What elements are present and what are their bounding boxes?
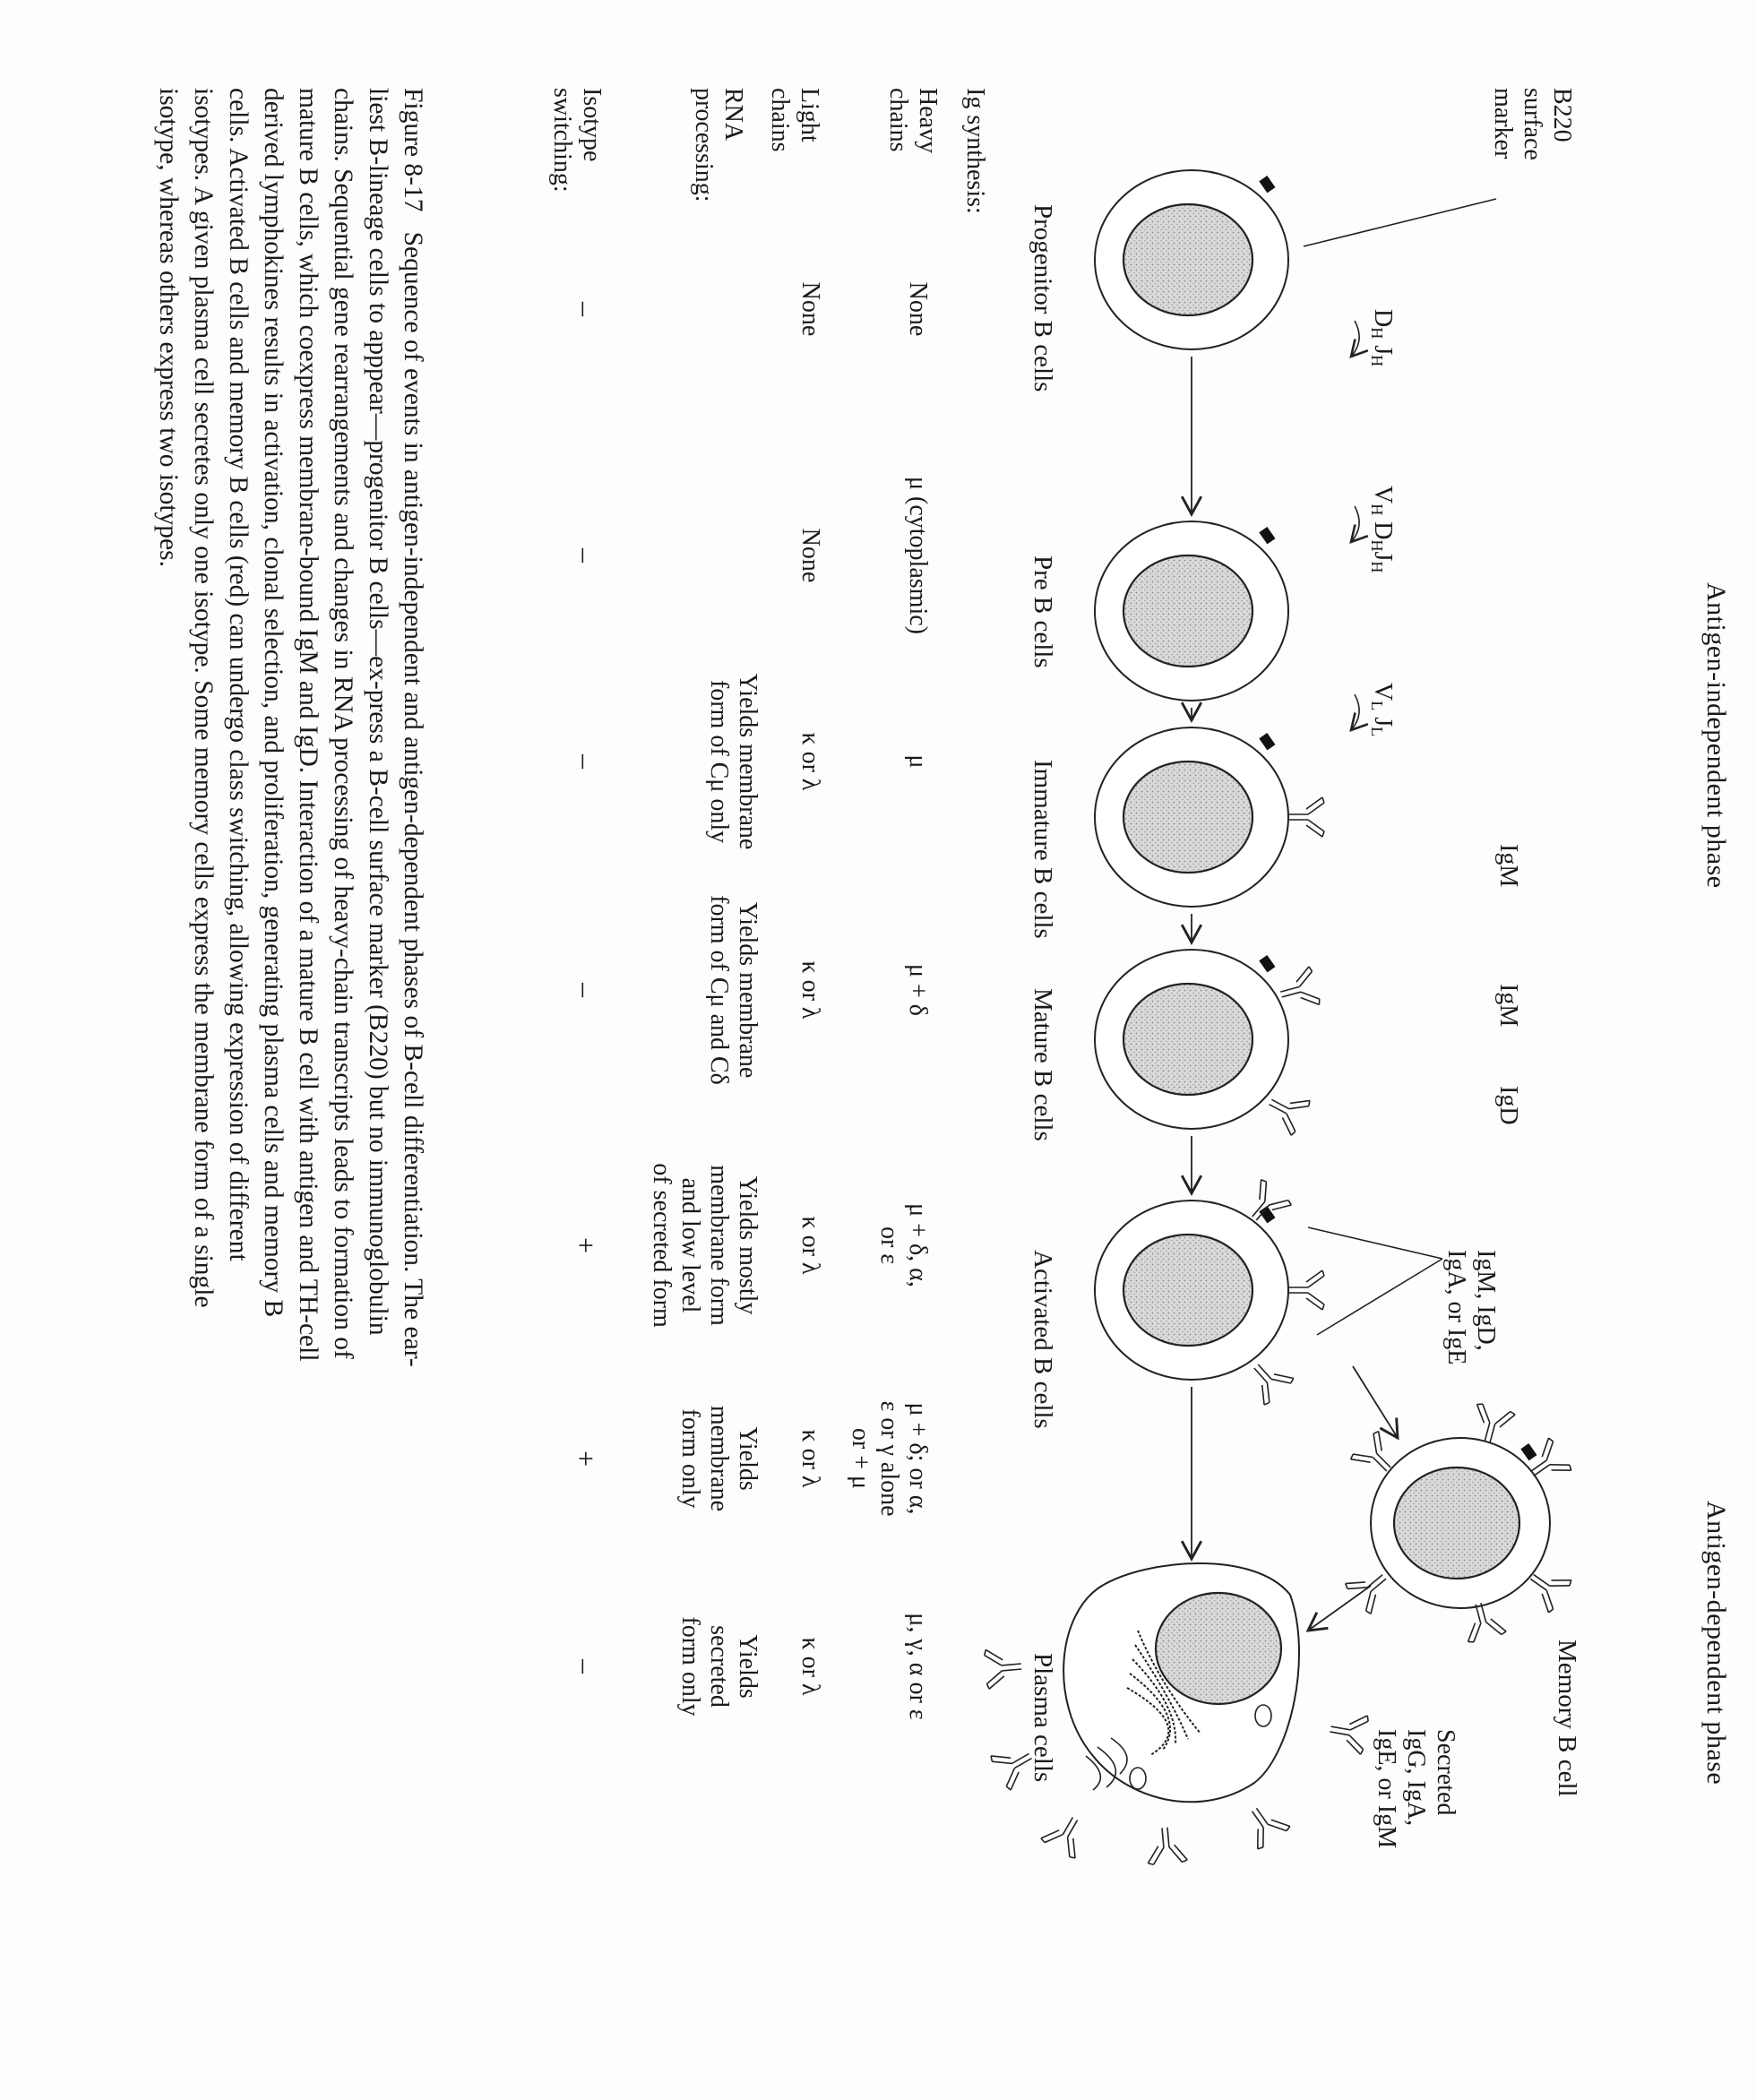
table-cell-line: Yields membrane	[734, 901, 762, 1079]
memory-b-cell	[1344, 1403, 1572, 1644]
antibody-stem	[1530, 1575, 1549, 1591]
phase-dependent-label: Antigen-dependent phase	[1701, 1501, 1731, 1786]
antibody-stem	[1002, 1664, 1021, 1671]
table-cell-heavy	[903, 645, 932, 878]
mitochondrion-icon	[1130, 1768, 1146, 1789]
table-cell-light	[796, 1550, 824, 1783]
table-cell-heavy	[874, 1129, 932, 1362]
table-cell-isotype: –	[570, 302, 602, 316]
table-cell-line: form of Cμ and Cδ	[705, 895, 733, 1085]
caption-line: liest B-lineage cells to apppear—progenitor B cells—ex-press a B-cell surface marker (B220) but no immunoglobulin	[364, 88, 392, 1336]
row-header-rna-processing: RNA processing:	[690, 88, 747, 202]
antibody-arms	[989, 1748, 1024, 1791]
cell-name-progenitor: Progenitor B cells	[1029, 204, 1057, 392]
rearrangement-arrow-icon	[1351, 506, 1359, 542]
table-cell-line: ε or γ alone	[875, 1400, 903, 1517]
table-cell-line: μ	[904, 754, 932, 769]
cell-name-activated: Activated B cells	[1029, 1250, 1057, 1429]
arrow-activated-to-memory	[1353, 1366, 1398, 1438]
table-cell-heavy	[903, 193, 932, 426]
phase-independent-label: Antigen-independent phase	[1701, 582, 1731, 889]
cell-name-mature: Mature B cells	[1029, 988, 1057, 1141]
b220-marker-icon	[1520, 1443, 1536, 1460]
antibody-icon	[1145, 1826, 1187, 1865]
table-cell-line: None	[796, 528, 824, 583]
antibody-icon	[1327, 1709, 1369, 1754]
antibody-icon	[1288, 797, 1324, 837]
arrow-memory-to-plasma	[1308, 1586, 1371, 1631]
b220-marker-label: B220 surface marker	[1489, 88, 1576, 160]
table-cell-line: membrane form	[705, 1165, 733, 1326]
antibody-stem	[1330, 1726, 1350, 1735]
mature-igd-label: IgD	[1494, 1086, 1522, 1125]
table-cell-line: κ or λ	[796, 1216, 824, 1275]
antibody-arms	[1536, 1437, 1573, 1480]
immature-igm-label: IgM	[1494, 844, 1522, 888]
table-cell-rna	[704, 874, 762, 1106]
table-cell-line: Yields membrane	[734, 673, 762, 850]
table-cell-line: μ + δ; or α,	[904, 1402, 932, 1515]
table-cell-rna	[676, 1550, 762, 1783]
table-cell-light	[796, 874, 824, 1106]
vl-jl-rearrangement-label: $V_L$ $J_L$	[1368, 683, 1397, 737]
table-cell-isotype: –	[570, 548, 602, 563]
table-cell-isotype: –	[570, 754, 602, 769]
activated-leader-line	[1308, 1227, 1442, 1259]
table-cell-line: or + μ	[847, 1427, 874, 1490]
antibody-arms	[1349, 1430, 1390, 1470]
b220-leader-line	[1304, 199, 1496, 246]
rearrangement-arrow-icon	[1351, 321, 1359, 357]
activated-leader-line	[1317, 1259, 1442, 1335]
table-cell-line: form only	[676, 1616, 704, 1717]
antibody-arms	[1147, 1844, 1188, 1865]
table-cell-line: κ or λ	[796, 1429, 824, 1488]
antibody-stem	[1485, 1423, 1494, 1443]
antibody-stem	[1254, 1364, 1271, 1382]
activated-b-cell	[1095, 1178, 1324, 1406]
antibody-arms	[1306, 797, 1324, 837]
table-cell-rna	[676, 1342, 762, 1575]
table-cell-line: and low level	[676, 1177, 704, 1313]
caption-line: derived lymphokines results in activation, clonal selection, and proliferation, generating plasma cells and memory B	[259, 88, 288, 1318]
table-cell-light	[796, 1342, 824, 1575]
row-header-isotype-switching: Isotype switching:	[548, 88, 606, 193]
mitochondrion-icon	[1255, 1705, 1271, 1726]
immature-b-cell	[1095, 727, 1324, 907]
table-cell-line: Yields	[734, 1634, 762, 1699]
activated-antibody-label: IgM, IgD, IgA, or IgE	[1442, 1250, 1500, 1365]
table-cell-line: of secreted form	[648, 1163, 676, 1328]
caption-line: chains. Sequential gene rearrangements and changes in RNA processing of heavy-chain transcripts leads to formation of	[329, 88, 357, 1359]
mature-igm-label: IgM	[1494, 984, 1522, 1028]
cell-nucleus	[1394, 1467, 1519, 1579]
antibody-icon	[1276, 966, 1321, 1013]
mature-b-cell	[1095, 950, 1321, 1136]
antibody-arms	[1306, 1270, 1324, 1310]
vh-dhjh-rearrangement-label: $V_H$ $D_HJ_H$	[1368, 486, 1397, 573]
table-cell-heavy	[846, 1342, 932, 1575]
antibody-icon	[1040, 1809, 1092, 1860]
table-cell-heavy	[903, 439, 932, 672]
plasma-cell-nucleus	[1156, 1593, 1281, 1704]
antibody-arms	[1345, 1713, 1369, 1755]
table-cell-line: μ (cytoplasmic)	[904, 477, 932, 634]
cell-name-pre-b: Pre B cells	[1029, 555, 1057, 668]
table-cell-rna	[704, 645, 762, 878]
table-cell-light	[796, 193, 824, 426]
figure-caption	[151, 88, 430, 2041]
table-cell-line: κ or λ	[796, 960, 824, 1020]
table-cell-rna	[647, 1129, 762, 1362]
antibody-stem	[1162, 1828, 1169, 1847]
table-cell-line: κ or λ	[796, 1637, 824, 1696]
table-cell-light	[796, 439, 824, 672]
table-cell-line: κ or λ	[796, 732, 824, 791]
caption-line: cells. Activated B cells and memory B cells (red) can undergo class switching, allowing expression of different	[224, 88, 253, 1261]
table-cell-line: form of Cμ only	[705, 679, 733, 844]
table-cell-line: None	[904, 281, 932, 337]
caption-line: isotypes. A given plasma cell secretes only one isotype. Some memory cells express the membrane form of a single	[189, 88, 218, 1308]
table-cell-line: μ + δ	[904, 964, 932, 1016]
row-header-heavy-chains: Heavy chains	[884, 88, 942, 154]
antibody-stem	[1288, 814, 1308, 820]
cell-name-memory: Memory B cell	[1553, 1640, 1581, 1797]
progenitor-b-cell	[1095, 170, 1288, 349]
pre-b-cell	[1095, 521, 1288, 701]
table-cell-isotype: +	[570, 1450, 602, 1467]
ig-synthesis-title: Ig synthesis:	[961, 88, 989, 214]
antibody-stem	[1063, 1818, 1077, 1838]
table-cell-light	[796, 645, 824, 878]
table-cell-line: None	[796, 281, 824, 337]
antibody-stem	[1252, 1808, 1269, 1827]
cell-name-immature: Immature B cells	[1029, 760, 1057, 939]
antibody-arms	[1248, 1813, 1291, 1851]
table-cell-line: or ε	[875, 1226, 903, 1265]
cell-nucleus	[1123, 762, 1252, 873]
cell-nucleus	[1123, 984, 1252, 1095]
antibody-icon	[1288, 1270, 1324, 1310]
table-cell-line: Yields mostly	[734, 1175, 762, 1315]
antibody-arms	[1253, 1366, 1295, 1406]
table-cell-line: membrane	[705, 1405, 733, 1512]
table-cell-line: form only	[676, 1408, 704, 1509]
antibody-icon	[1238, 1798, 1291, 1850]
table-cell-heavy	[903, 874, 932, 1106]
table-cell-heavy	[903, 1550, 932, 1783]
row-header-light-chains: Light chains	[766, 88, 823, 152]
b220-marker-icon	[1259, 955, 1275, 972]
antibody-arms	[1277, 1093, 1311, 1136]
table-cell-isotype: –	[570, 983, 602, 997]
caption-figure-label: Figure 8-17	[399, 88, 427, 212]
cell-nucleus	[1123, 204, 1252, 315]
b220-marker-icon	[1259, 527, 1275, 544]
table-cell-isotype: –	[570, 1659, 602, 1674]
caption-line: Figure 8-17 Sequence of events in antigen-independent and antigen-dependent phases of B-cell differentiation. The ear-	[399, 88, 427, 1367]
dh-jh-rearrangement-label: $D_H$ $J_H$	[1368, 309, 1397, 367]
antibody-stem	[1288, 1287, 1308, 1293]
cell-nucleus	[1123, 555, 1252, 667]
rearrangement-arrow-icon	[1351, 694, 1359, 730]
caption-line: mature B cells, which coexpress membrane-bound IgM and IgD. Interaction of a mature B cell with antigen and TH-cell	[294, 88, 323, 1362]
table-cell-line: μ + δ, α,	[904, 1203, 932, 1287]
antibody-icon	[984, 1647, 1023, 1689]
caption-line: isotype, whereas others express two isotypes.	[154, 88, 183, 567]
antibody-arms	[1040, 1824, 1083, 1859]
table-cell-line: μ, γ, α or ε	[904, 1613, 932, 1720]
antibody-stem	[1373, 1453, 1390, 1471]
antibody-stem	[1280, 986, 1301, 996]
b220-marker-icon	[1259, 176, 1275, 193]
table-cell-line: Yields	[734, 1426, 762, 1491]
b220-marker-icon	[1259, 733, 1275, 750]
cell-name-plasma: Plasma cells	[1029, 1653, 1057, 1783]
cell-nucleus	[1123, 1235, 1252, 1346]
antibody-stem	[1270, 1099, 1289, 1114]
antibody-stem	[1367, 1575, 1386, 1592]
antibody-arms	[1536, 1571, 1573, 1614]
table-cell-line: secreted	[705, 1625, 733, 1708]
table-cell-isotype: +	[570, 1236, 602, 1254]
antibody-arms	[984, 1648, 1005, 1690]
table-cell-light	[796, 1129, 824, 1362]
secreted-antibody-label: Secreted IgG, IgA, IgE, or IgM	[1373, 1729, 1459, 1848]
